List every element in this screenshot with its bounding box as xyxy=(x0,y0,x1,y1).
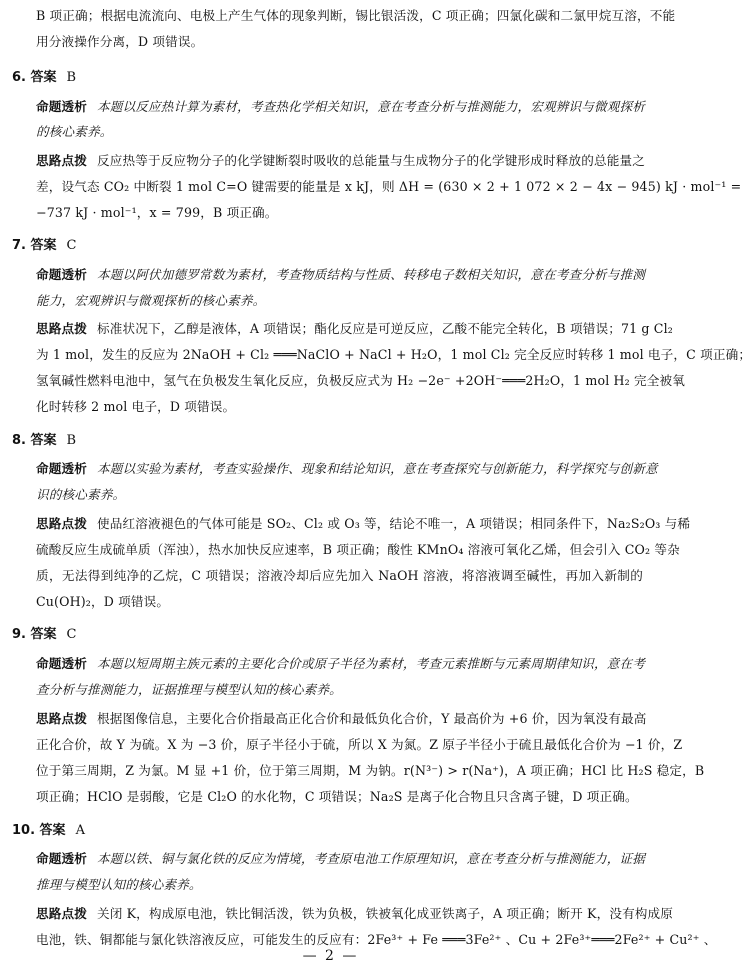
text-line: 用分液操作分离，D 项错误。 xyxy=(36,34,204,49)
insight-tag: 命题透析 xyxy=(36,851,87,866)
text-line: 思路点拨 反应热等于反应物分子的化学键断裂时吸收的总能量与生成物分子的化学键形成时释放的总能量之 xyxy=(36,153,645,168)
text-line: 思路点拨 标准状况下，乙醇是液体，A 项错误；酯化反应是可逆反应，乙酸不能完全转化，B 项错误；71 g Cl₂ xyxy=(36,321,673,336)
answer-9 xyxy=(12,623,76,642)
answer-label: 7. 答案 xyxy=(12,238,57,253)
text-line: B 项正确；根据电流流向、电极上产生气体的现象判断，锡比银活泼，C 项正确；四氯化碳和二氯甲烷互溶，不能 xyxy=(36,8,676,23)
answer-value: B xyxy=(66,433,77,448)
text-line: −737 kJ · mol⁻¹，x = 799，B 项正确。 xyxy=(36,205,278,220)
text-line: Cu(OH)₂，D 项错误。 xyxy=(36,594,170,609)
hint-tag: 思路点拨 xyxy=(36,711,87,726)
text-line: 命题透析 本题以铁、铜与氯化铁的反应为情境，考查原电池工作原理知识，意在考查分析与推测能力，证据 xyxy=(36,851,645,866)
text-line: 能力，宏观辨识与微观探析的核心素养。 xyxy=(36,293,266,308)
text-line: 命题透析 本题以阿伏加德罗常数为素材，考查物质结构与性质、转移电子数相关知识，意在考查分析与推测 xyxy=(36,267,645,282)
insight-tag: 命题透析 xyxy=(36,461,87,476)
text-line: 思路点拨 关闭 K，构成原电池，铁比铜活泼，铁为负极，铁被氧化成亚铁离子，A 项正确；断开 K，没有构成原 xyxy=(36,906,674,921)
hint-tag: 思路点拨 xyxy=(36,321,87,336)
text-line: 思路点拨 使品红溶液褪色的气体可能是 SO₂、Cl₂ 或 O₃ 等，结论不唯一，A 项错误；相同条件下，Na₂S₂O₃ 与稀 xyxy=(36,516,691,531)
text-line: 电池，铁、铜都能与氯化铁溶液反应，可能发生的反应有：2Fe³⁺ + Fe ═══3Fe²⁺ 、Cu + 2Fe³⁺═══2Fe²⁺ + Cu²⁺ 、 xyxy=(36,932,717,947)
answer-label: 10. 答案 xyxy=(12,823,66,838)
answer-10 xyxy=(12,819,85,838)
hint-tag: 思路点拨 xyxy=(36,153,87,168)
text-line: 正化合价，故 Y 为硫。X 为 −3 价，原子半径小于硫，所以 X 为氮。Z 原子半径小于硫且最低化合价为 −1 价，Z xyxy=(36,737,683,752)
insight-tag: 命题透析 xyxy=(36,267,87,282)
text-line: 质，无法得到纯净的乙烷，C 项错误；溶液冷却后应先加入 NaOH 溶液，将溶液调至碱性，再加入新制的 xyxy=(36,568,643,583)
text-line: 差，设气态 CO₂ 中断裂 1 mol C=O 键需要的能量是 x kJ，则 ΔH = (630 × 2 + 1 072 × 2 − 4x − 945) kJ · mol⁻¹ = xyxy=(36,179,742,194)
text-line: 位于第三周期，Z 为氯。M 显 +1 价，位于第三周期，M 为钠。r(N³⁻) > r(Na⁺)，A 项正确；HCl 比 H₂S 稳定，B xyxy=(36,763,705,778)
answer-label: 6. 答案 xyxy=(12,70,57,85)
text-line: 识的核心素养。 xyxy=(36,487,126,502)
text-line: 查分析与推测能力，证据推理与模型认知的核心素养。 xyxy=(36,682,342,697)
text-line: 的核心素养。 xyxy=(36,124,113,139)
answer-8 xyxy=(12,429,76,448)
answer-7 xyxy=(12,234,76,253)
text-line: 硫酸反应生成硫单质（浑浊），热水加快反应速率，B 项正确；酸性 KMnO₄ 溶液可氧化乙烯，但会引入 CO₂ 等杂 xyxy=(36,542,680,557)
text-line: 推理与模型认知的核心素养。 xyxy=(36,877,202,892)
answer-label: 8. 答案 xyxy=(12,433,57,448)
hint-tag: 思路点拨 xyxy=(36,906,87,921)
answer-6 xyxy=(12,66,76,85)
answer-value: C xyxy=(66,238,77,253)
text-line: 化时转移 2 mol 电子，D 项错误。 xyxy=(36,399,236,414)
answer-value: A xyxy=(75,823,85,838)
text-line: 命题透析 本题以反应热计算为素材，考查热化学相关知识，意在考查分析与推测能力，宏观辨识与微观探析 xyxy=(36,99,645,114)
answer-value: C xyxy=(66,627,77,642)
text-line: 项正确；HClO 是弱酸，它是 Cl₂O 的水化物，C 项错误；Na₂S 是离子化合物且只含离子键，D 项正确。 xyxy=(36,789,638,804)
hint-tag: 思路点拨 xyxy=(36,516,87,531)
answer-label: 9. 答案 xyxy=(12,627,57,642)
page-number: — 2 — xyxy=(302,948,359,964)
text-line: 氢氧碱性燃料电池中，氢气在负极发生氧化反应，负极反应式为 H₂ −2e⁻ +2OH⁻═══2H₂O，1 mol H₂ 完全被氧 xyxy=(36,373,685,388)
answer-value: B xyxy=(66,70,77,85)
text-line: 为 1 mol，发生的反应为 2NaOH + Cl₂ ═══NaClO + NaCl + H₂O，1 mol Cl₂ 完全反应时转移 1 mol 电子，C 项正确； xyxy=(36,347,751,362)
insight-tag: 命题透析 xyxy=(36,656,87,671)
text-line: 思路点拨 根据图像信息，主要化合价指最高正化合价和最低负化合价，Y 最高价为 +6 价，因为氧没有最高 xyxy=(36,711,647,726)
text-line: 命题透析 本题以短周期主族元素的主要化合价或原子半径为素材，考查元素推断与元素周期律知识，意在考 xyxy=(36,656,645,671)
text-line: 命题透析 本题以实验为素材，考查实验操作、现象和结论知识，意在考查探究与创新能力，科学探究与创新意 xyxy=(36,461,658,476)
insight-tag: 命题透析 xyxy=(36,99,87,114)
